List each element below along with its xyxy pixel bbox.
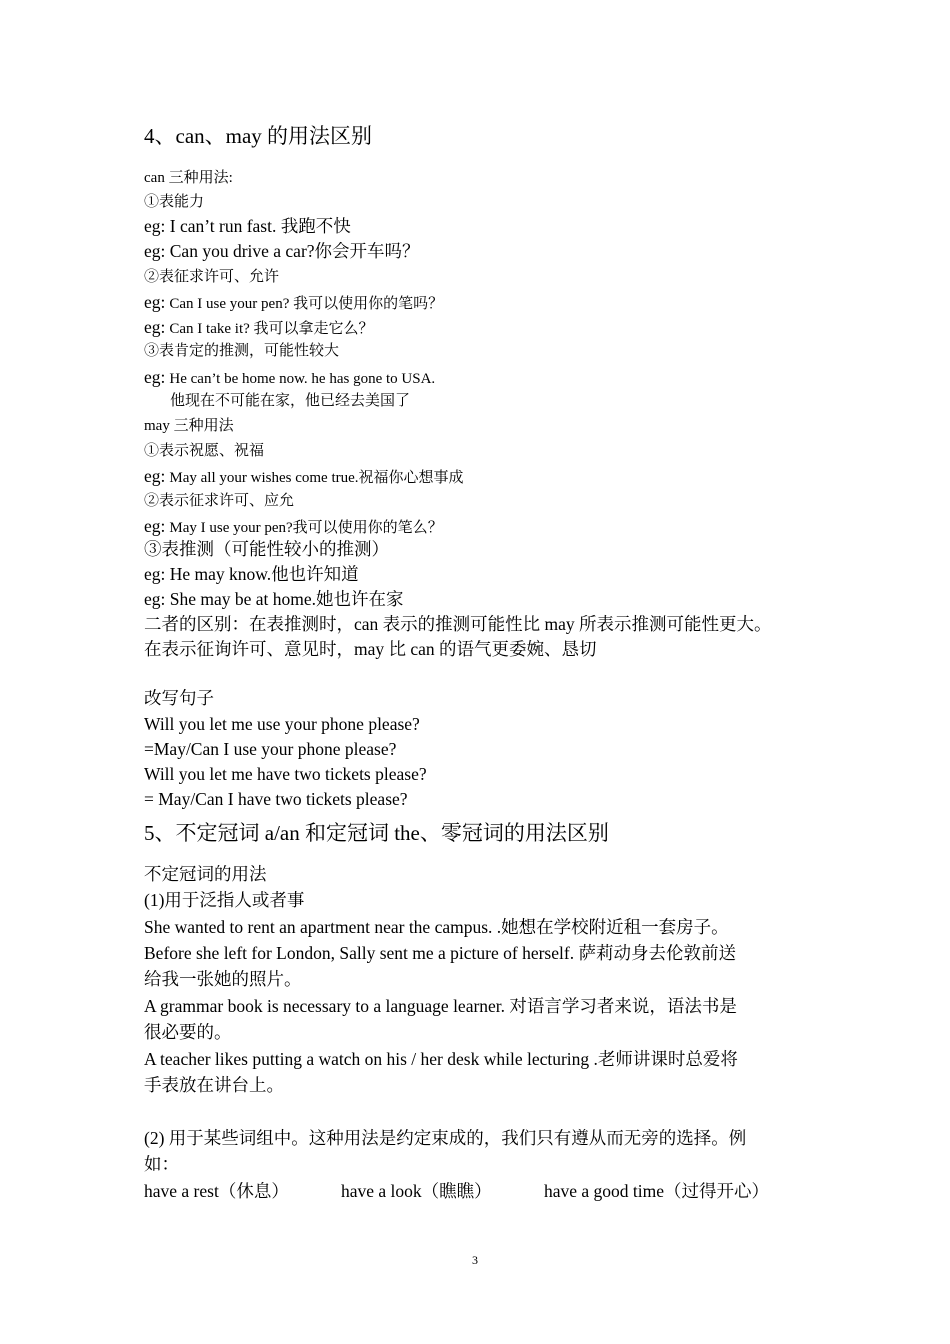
- difference-line-1: 二者的区别：在表推测时，can 表示的推测可能性比 may 所表示推测可能性更大。: [144, 614, 772, 634]
- can-example-4-text: Can I take it? 我可以拿走它么？: [169, 321, 374, 337]
- may-example-1-text: May all your wishes come true.祝福你心想事成: [169, 470, 464, 486]
- can-example-5-translation: 他现在不可能在家，他已经去美国了: [170, 393, 411, 409]
- can-usage-2: ②表征求许可、允许: [144, 269, 280, 285]
- rewrite-sentence-4: = May/Can I have two tickets please?: [144, 789, 408, 809]
- indefinite-example-2-line-1: Before she left for London, Sally sent me a picture of herself. 萨莉动身去伦敦前送: [144, 943, 736, 963]
- rewrite-title: 改写句子: [144, 688, 214, 708]
- can-usage-1: ①表能力: [144, 194, 205, 210]
- rewrite-sentence-1: Will you let me use your phone please?: [144, 714, 420, 734]
- rewrite-sentence-3: Will you let me have two tickets please?: [144, 764, 427, 784]
- phrase-have-a-rest: have a rest（休息）: [144, 1181, 289, 1201]
- section-heading-articles: 5、不定冠词 a/an 和定冠词 the、零冠词的用法区别: [144, 821, 609, 845]
- can-example-3-text: Can I use your pen? 我可以使用你的笔吗？: [169, 296, 444, 312]
- indefinite-article-title: 不定冠词的用法: [144, 864, 267, 884]
- eg-label: eg:: [144, 367, 166, 387]
- may-usage-2: ②表示征求许可、应允: [144, 493, 295, 509]
- may-usage-1: ①表示祝愿、祝福: [144, 443, 265, 459]
- indefinite-example-3-line-1: A grammar book is necessary to a language learner. 对语言学习者来说，语法书是: [144, 996, 737, 1016]
- may-example-4: eg: She may be at home.她也许在家: [144, 589, 404, 609]
- indefinite-example-4-line-1: A teacher likes putting a watch on his / her desk while lecturing .老师讲课时总爱将: [144, 1049, 738, 1069]
- phrase-have-a-look: have a look（瞧瞧）: [341, 1181, 492, 1201]
- may-example-3: eg: He may know.他也许知道: [144, 564, 359, 584]
- eg-label: eg:: [144, 466, 166, 486]
- indefinite-example-2-line-2: 给我一张她的照片。: [144, 969, 302, 989]
- phrase-examples-row: [144, 1183, 804, 1205]
- indefinite-example-3-line-2: 很必要的。: [144, 1022, 232, 1042]
- can-example-4: [144, 319, 374, 337]
- can-example-3: [144, 294, 443, 312]
- rewrite-sentence-2: =May/Can I use your phone please?: [144, 739, 397, 759]
- can-example-1: eg: I can’t run fast. 我跑不快: [144, 216, 351, 236]
- difference-line-2: 在表示征询许可、意见时，may 比 can 的语气更委婉、恳切: [144, 639, 597, 659]
- indefinite-usage-2-line-2: 如：: [144, 1154, 179, 1174]
- may-example-2-text: May I use your pen?我可以使用你的笔么？: [169, 520, 443, 536]
- may-example-1: [144, 468, 464, 486]
- may-intro: may 三种用法: [144, 418, 234, 434]
- section-heading-can-may: 4、can、may 的用法区别: [144, 124, 373, 148]
- indefinite-usage-2-line-1: (2) 用于某些词组中。这种用法是约定束成的，我们只有遵从而无旁的选择。例: [144, 1128, 747, 1148]
- can-example-5-text: He can’t be home now. he has gone to USA.: [169, 371, 436, 387]
- indefinite-example-1: She wanted to rent an apartment near the campus. .她想在学校附近租一套房子。: [144, 917, 729, 937]
- can-intro: can 三种用法:: [144, 170, 233, 186]
- can-usage-3: ③表肯定的推测，可能性较大: [144, 343, 340, 359]
- can-example-2: eg: Can you drive a car?你会开车吗？: [144, 241, 420, 261]
- eg-label: eg:: [144, 292, 166, 312]
- may-usage-3: ③表推测（可能性较小的推测）: [144, 539, 389, 559]
- may-example-2: [144, 518, 443, 536]
- phrase-have-a-good-time: have a good time（过得开心）: [544, 1181, 770, 1201]
- eg-label: eg:: [144, 317, 166, 337]
- eg-label: eg:: [144, 516, 166, 536]
- indefinite-example-4-line-2: 手表放在讲台上。: [144, 1075, 284, 1095]
- page-number: 3: [472, 1253, 478, 1267]
- indefinite-usage-1: (1)用于泛指人或者事: [144, 890, 305, 910]
- can-example-5: [144, 369, 435, 387]
